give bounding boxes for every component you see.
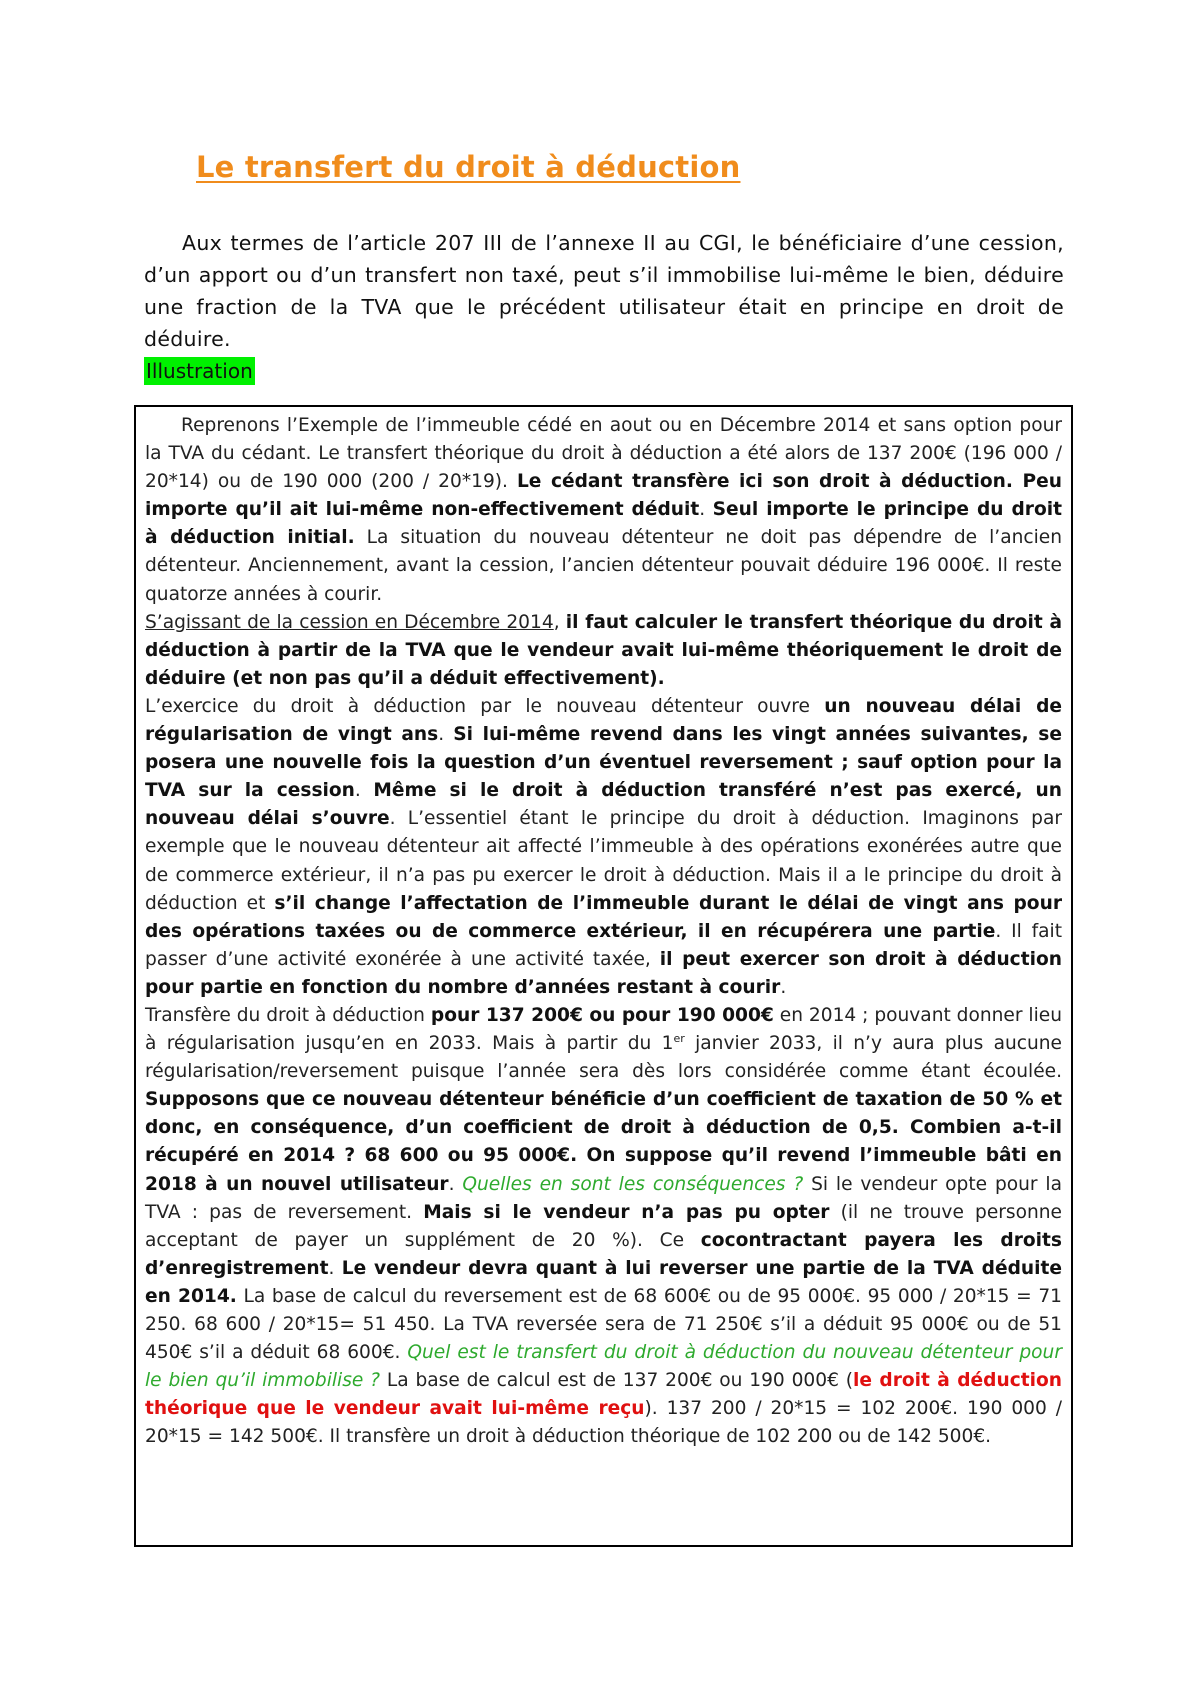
- superscript: er: [673, 1031, 685, 1045]
- bold-segment: un nouveau délai de régularisation de vingt ans: [145, 695, 1062, 746]
- bold-segment: Même si le droit à déduction transféré n’est pas exercé, un nouveau délai s’ouvre: [145, 780, 1062, 830]
- text-segment: Si le vendeur opte pour la TVA : pas de reversement.: [145, 1173, 1062, 1223]
- text-segment: La situation du nouveau détenteur ne doit pas dépendre de l’ancien détenteur. Anciennement, avant la cession, l’ancien détenteur pouvait déduire 196 000€. Il reste quatorze années à courir.: [145, 527, 1062, 605]
- text-segment: Transfère du droit à déduction: [145, 1004, 431, 1026]
- bold-segment: Si lui-même revend dans les vingt années suivantes, se posera une nouvelle fois la question d’un éventuel reversement ; sauf option pour la TVA sur la cession: [145, 724, 1062, 802]
- bold-segment: cocontractant payera les droits d’enregistrement: [145, 1229, 1062, 1279]
- text-segment: en 2014 ; pouvant donner lieu à régularisation jusqu’en en 2033. Mais à partir du 1: [145, 1004, 1062, 1055]
- text-segment: ). 137 200 / 20*15 = 102 200€. 190 000 / 20*15 = 142 500€. Il transfère un droit à déduction théorique de 102 200 ou de 142 500€.: [145, 1398, 1062, 1448]
- text-segment: La base de calcul est de 137 200€ ou 190 000€ (: [380, 1370, 853, 1392]
- red-emphasis-segment: le droit à déduction théorique que le vendeur avait lui-même reçu: [145, 1370, 1062, 1420]
- text-segment: .: [780, 976, 787, 998]
- question-segment: Quel est le transfert du droit à déduction du nouveau détenteur pour le bien qu’il immobilise ?: [145, 1342, 1062, 1392]
- intro-paragraph: Aux termes de l’article 207 III de l’annexe II au CGI, le bénéficiaire d’une cession, d’un apport ou d’un transfert non taxé, peut s’il immobilise lui-même le bien, déduire une fraction de la TVA que le précédent utilisateur était en principe en droit de déduire.: [144, 231, 1064, 351]
- illustration-text: [145, 412, 1062, 1451]
- text-segment: Reprenons l’Exemple de l’immeuble cédé en aout ou en Décembre 2014 et sans option pour la TVA du cédant. Le transfert théorique du droit à déduction a été alors de 137 200€ (196 000 / 20*14) ou de 190 000 (200 / 20*19).: [145, 415, 1062, 493]
- text-segment: .: [699, 499, 713, 521]
- text-segment: La base de calcul du reversement est de 68 600€ ou de 95 000€. 95 000 / 20*15 = 71 250. 68 600 / 20*15= 51 450. La TVA reversée sera de 71 250€ s’il a déduit 95 000€ ou de 51 450€ s’il a déduit 68 600€.: [145, 1285, 1062, 1364]
- bold-segment: s’il change l’affectation de l’immeuble durant le délai de vingt ans pour des opérations taxées ou de commerce extérieur, il en récupérera une partie: [145, 892, 1062, 942]
- bold-segment: il faut calculer le transfert théorique du droit à déduction à partir de la TVA que le vendeur avait lui-même théoriquement le droit de déduire (et non pas qu’il a déduit effectivement).: [145, 611, 1063, 689]
- bold-segment: il peut exercer son droit à déduction pour partie en fonction du nombre d’années restant à courir: [145, 948, 1062, 998]
- bold-segment: pour 137 200€ ou pour 190 000€: [430, 1004, 774, 1026]
- text-segment: .: [354, 780, 374, 802]
- page-title: Le transfert du droit à déduction: [196, 150, 741, 184]
- text-segment: .: [328, 1257, 342, 1279]
- bold-segment: Seul importe le principe du droit à déduction initial.: [145, 499, 1063, 549]
- illustration-label: Illustration: [146, 359, 253, 383]
- bold-segment: Supposons que ce nouveau détenteur bénéficie d’un coefficient de taxation de 50 % et donc, en conséquence, d’un coefficient de droit à déduction de 0,5. Combien a-t-il récupéré en 2014 ? 68 600 ou 95 000€. On suppose qu’il revend l’immeuble bâti en 2018 à un nouvel utilisateur: [145, 1089, 1062, 1195]
- text-segment: L’exercice du droit à déduction par le nouveau détenteur ouvre: [145, 695, 825, 717]
- text-segment: . L’essentiel étant le principe du droit à déduction. Imaginons par exemple que le nouveau détenteur ait affecté l’immeuble à des opérations exonérées autre que de commerce extérieur, il n’a pas pu exercer le droit à déduction. Mais il a le principe du droit à déduction et: [145, 808, 1062, 914]
- text-segment: janvier 2033, il n’y aura plus aucune régularisation/reversement puisque l’année sera dès lors considérée comme étant écoulée.: [145, 1033, 1062, 1083]
- bold-segment: Le vendeur devra quant à lui reverser une partie de la TVA déduite en 2014.: [145, 1257, 1063, 1307]
- text-segment: .: [438, 724, 454, 746]
- text-segment: (il ne trouve personne acceptant de payer un supplément de 20 %). Ce: [145, 1201, 1062, 1251]
- underlined-segment: S’agissant de la cession en Décembre 2014: [145, 611, 554, 633]
- text-segment: .: [448, 1173, 463, 1195]
- bold-segment: Mais si le vendeur n’a pas pu opter: [423, 1201, 830, 1223]
- illustration-box: [134, 405, 1073, 1547]
- text-segment: . Il fait passer d’une activité exonérée à une activité taxée,: [145, 920, 1062, 970]
- bold-segment: Le cédant transfère ici son droit à déduction. Peu importe qu’il ait lui-même non-effectivement déduit: [145, 471, 1063, 521]
- text-segment: ,: [553, 611, 566, 633]
- question-segment: Quelles en sont les conséquences ?: [462, 1173, 804, 1195]
